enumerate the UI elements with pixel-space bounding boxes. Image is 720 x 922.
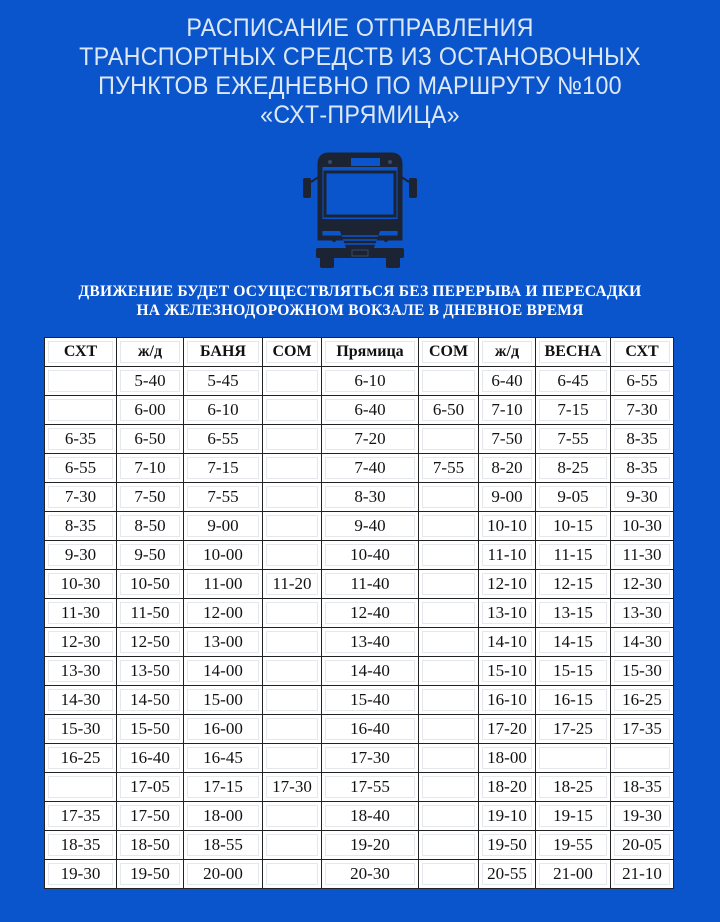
time-cell: 6-40	[322, 396, 419, 425]
column-header: ВЕСНА	[536, 338, 611, 367]
time-cell: 8-25	[536, 454, 611, 483]
time-cell	[263, 628, 322, 657]
time-cell: 19-55	[536, 831, 611, 860]
table-row	[45, 802, 674, 831]
time-cell: 11-30	[45, 599, 117, 628]
time-cell: 7-40	[322, 454, 419, 483]
time-cell: 17-05	[117, 773, 184, 802]
time-cell	[263, 512, 322, 541]
time-cell: 7-50	[479, 425, 536, 454]
time-cell	[263, 396, 322, 425]
time-cell: 17-55	[322, 773, 419, 802]
time-cell: 16-15	[536, 686, 611, 715]
time-cell: 16-00	[184, 715, 263, 744]
time-cell: 17-35	[45, 802, 117, 831]
time-cell: 6-45	[536, 367, 611, 396]
title-line-2: ТРАНСПОРТНЫХ СРЕДСТВ ИЗ ОСТАНОВОЧНЫХ	[79, 43, 641, 71]
time-cell	[419, 570, 479, 599]
column-header: ж/д	[117, 338, 184, 367]
time-cell: 9-30	[45, 541, 117, 570]
time-cell	[263, 715, 322, 744]
time-cell: 12-30	[611, 570, 674, 599]
time-cell: 6-00	[117, 396, 184, 425]
time-cell: 11-10	[479, 541, 536, 570]
table-row	[45, 686, 674, 715]
time-cell: 17-15	[184, 773, 263, 802]
time-cell: 19-20	[322, 831, 419, 860]
time-cell: 9-05	[536, 483, 611, 512]
time-cell: 13-30	[611, 599, 674, 628]
time-cell	[419, 860, 479, 889]
time-cell: 20-55	[479, 860, 536, 889]
time-cell: 12-15	[536, 570, 611, 599]
time-cell	[419, 744, 479, 773]
time-cell: 6-55	[184, 425, 263, 454]
time-cell: 20-05	[611, 831, 674, 860]
time-cell: 14-50	[117, 686, 184, 715]
time-cell: 16-10	[479, 686, 536, 715]
time-cell: 6-35	[45, 425, 117, 454]
time-cell: 13-50	[117, 657, 184, 686]
time-cell	[419, 715, 479, 744]
time-cell: 7-30	[611, 396, 674, 425]
title-line-3: ПУНКТОВ ЕЖЕДНЕВНО ПО МАРШРУТУ №100	[98, 72, 622, 100]
time-cell	[263, 367, 322, 396]
time-cell: 13-15	[536, 599, 611, 628]
time-cell: 7-55	[419, 454, 479, 483]
column-header: ж/д	[479, 338, 536, 367]
time-cell: 19-10	[479, 802, 536, 831]
time-cell	[419, 686, 479, 715]
time-cell	[263, 657, 322, 686]
time-cell: 11-15	[536, 541, 611, 570]
time-cell: 15-30	[611, 657, 674, 686]
time-cell	[263, 802, 322, 831]
time-cell: 6-10	[322, 367, 419, 396]
notice-line-2: НА ЖЕЛЕЗНОДОРОЖНОМ ВОКЗАЛЕ В ДНЕВНОЕ ВРЕМЯ	[136, 302, 584, 319]
time-cell: 18-55	[184, 831, 263, 860]
time-cell: 18-40	[322, 802, 419, 831]
time-cell	[419, 628, 479, 657]
time-cell: 7-50	[117, 483, 184, 512]
time-cell: 15-50	[117, 715, 184, 744]
time-cell: 11-30	[611, 541, 674, 570]
schedule-table	[44, 337, 674, 889]
table-row	[45, 454, 674, 483]
table-row	[45, 744, 674, 773]
time-cell: 15-30	[45, 715, 117, 744]
time-cell: 9-00	[479, 483, 536, 512]
time-cell: 9-00	[184, 512, 263, 541]
time-cell: 10-30	[611, 512, 674, 541]
time-cell: 18-35	[611, 773, 674, 802]
time-cell	[263, 860, 322, 889]
schedule-body	[45, 367, 674, 889]
time-cell: 10-40	[322, 541, 419, 570]
table-row	[45, 860, 674, 889]
time-cell	[45, 773, 117, 802]
time-cell	[263, 599, 322, 628]
table-row	[45, 831, 674, 860]
time-cell: 16-40	[117, 744, 184, 773]
time-cell: 19-30	[45, 860, 117, 889]
table-row	[45, 570, 674, 599]
time-cell: 19-15	[536, 802, 611, 831]
time-cell: 14-30	[45, 686, 117, 715]
page-title	[25, 14, 695, 130]
table-row	[45, 628, 674, 657]
time-cell: 18-00	[479, 744, 536, 773]
time-cell: 14-40	[322, 657, 419, 686]
table-row	[45, 367, 674, 396]
time-cell	[263, 425, 322, 454]
time-cell: 6-55	[611, 367, 674, 396]
time-cell: 16-25	[611, 686, 674, 715]
time-cell	[419, 483, 479, 512]
time-cell: 6-55	[45, 454, 117, 483]
time-cell: 18-50	[117, 831, 184, 860]
time-cell: 7-20	[322, 425, 419, 454]
table-row	[45, 483, 674, 512]
time-cell: 13-10	[479, 599, 536, 628]
time-cell: 10-10	[479, 512, 536, 541]
time-cell: 7-10	[117, 454, 184, 483]
time-cell: 15-40	[322, 686, 419, 715]
time-cell	[263, 483, 322, 512]
time-cell: 10-30	[45, 570, 117, 599]
time-cell	[611, 744, 674, 773]
time-cell: 9-50	[117, 541, 184, 570]
time-cell	[419, 425, 479, 454]
time-cell: 18-35	[45, 831, 117, 860]
time-cell: 11-00	[184, 570, 263, 599]
column-header: БАНЯ	[184, 338, 263, 367]
column-header: Прямица	[322, 338, 419, 367]
bus-front-icon	[298, 152, 422, 268]
table-row	[45, 715, 674, 744]
time-cell: 17-30	[263, 773, 322, 802]
time-cell: 21-00	[536, 860, 611, 889]
time-cell: 17-25	[536, 715, 611, 744]
time-cell: 19-50	[117, 860, 184, 889]
time-cell: 13-00	[184, 628, 263, 657]
time-cell: 10-50	[117, 570, 184, 599]
time-cell: 7-55	[536, 425, 611, 454]
header-row	[45, 338, 674, 367]
time-cell: 20-00	[184, 860, 263, 889]
time-cell: 8-30	[322, 483, 419, 512]
time-cell: 9-40	[322, 512, 419, 541]
time-cell: 6-50	[419, 396, 479, 425]
time-cell: 21-10	[611, 860, 674, 889]
time-cell	[419, 831, 479, 860]
time-cell: 19-30	[611, 802, 674, 831]
time-cell: 5-40	[117, 367, 184, 396]
time-cell: 7-15	[536, 396, 611, 425]
table-row	[45, 541, 674, 570]
column-header: СОМ	[419, 338, 479, 367]
time-cell: 8-35	[45, 512, 117, 541]
time-cell: 11-50	[117, 599, 184, 628]
time-cell: 15-10	[479, 657, 536, 686]
time-cell: 7-15	[184, 454, 263, 483]
time-cell	[263, 454, 322, 483]
time-cell: 18-00	[184, 802, 263, 831]
time-cell: 15-15	[536, 657, 611, 686]
time-cell: 16-25	[45, 744, 117, 773]
time-cell	[263, 744, 322, 773]
time-cell: 19-50	[479, 831, 536, 860]
time-cell: 10-00	[184, 541, 263, 570]
table-row	[45, 512, 674, 541]
time-cell: 20-30	[322, 860, 419, 889]
time-cell: 12-10	[479, 570, 536, 599]
time-cell: 17-20	[479, 715, 536, 744]
time-cell: 13-40	[322, 628, 419, 657]
time-cell: 18-25	[536, 773, 611, 802]
time-cell: 12-30	[45, 628, 117, 657]
time-cell: 8-20	[479, 454, 536, 483]
time-cell	[419, 599, 479, 628]
time-cell: 5-45	[184, 367, 263, 396]
time-cell: 17-30	[322, 744, 419, 773]
time-cell: 12-40	[322, 599, 419, 628]
time-cell: 12-50	[117, 628, 184, 657]
time-cell: 16-45	[184, 744, 263, 773]
time-cell: 15-00	[184, 686, 263, 715]
title-line-1: РАСПИСАНИЕ ОТПРАВЛЕНИЯ	[186, 14, 534, 42]
time-cell: 17-50	[117, 802, 184, 831]
time-cell: 10-15	[536, 512, 611, 541]
time-cell: 16-40	[322, 715, 419, 744]
time-cell	[419, 657, 479, 686]
time-cell: 8-35	[611, 454, 674, 483]
time-cell: 9-30	[611, 483, 674, 512]
time-cell: 6-10	[184, 396, 263, 425]
time-cell: 7-55	[184, 483, 263, 512]
time-cell	[419, 773, 479, 802]
notice-text	[0, 282, 720, 320]
time-cell: 6-50	[117, 425, 184, 454]
time-cell	[419, 512, 479, 541]
time-cell: 14-00	[184, 657, 263, 686]
time-cell: 14-30	[611, 628, 674, 657]
time-cell	[419, 367, 479, 396]
time-cell	[45, 367, 117, 396]
time-cell: 17-35	[611, 715, 674, 744]
time-cell: 11-20	[263, 570, 322, 599]
time-cell	[536, 744, 611, 773]
time-cell	[263, 831, 322, 860]
time-cell: 12-00	[184, 599, 263, 628]
time-cell: 7-10	[479, 396, 536, 425]
time-cell: 6-40	[479, 367, 536, 396]
table-row	[45, 396, 674, 425]
time-cell: 14-10	[479, 628, 536, 657]
table-row	[45, 773, 674, 802]
table-row	[45, 425, 674, 454]
table-row	[45, 599, 674, 628]
table-row	[45, 657, 674, 686]
time-cell: 14-15	[536, 628, 611, 657]
time-cell	[419, 802, 479, 831]
time-cell: 11-40	[322, 570, 419, 599]
time-cell: 8-35	[611, 425, 674, 454]
column-header: СХТ	[611, 338, 674, 367]
time-cell	[45, 396, 117, 425]
title-line-4: «СХТ-ПРЯМИЦА»	[260, 101, 460, 129]
column-header: СОМ	[263, 338, 322, 367]
time-cell: 7-30	[45, 483, 117, 512]
time-cell	[263, 686, 322, 715]
column-header: СХТ	[45, 338, 117, 367]
notice-line-1: ДВИЖЕНИЕ БУДЕТ ОСУЩЕСТВЛЯТЬСЯ БЕЗ ПЕРЕРЫВА И ПЕРЕСАДКИ	[78, 283, 642, 300]
time-cell	[419, 541, 479, 570]
time-cell: 13-30	[45, 657, 117, 686]
time-cell: 8-50	[117, 512, 184, 541]
time-cell: 18-20	[479, 773, 536, 802]
time-cell	[263, 541, 322, 570]
